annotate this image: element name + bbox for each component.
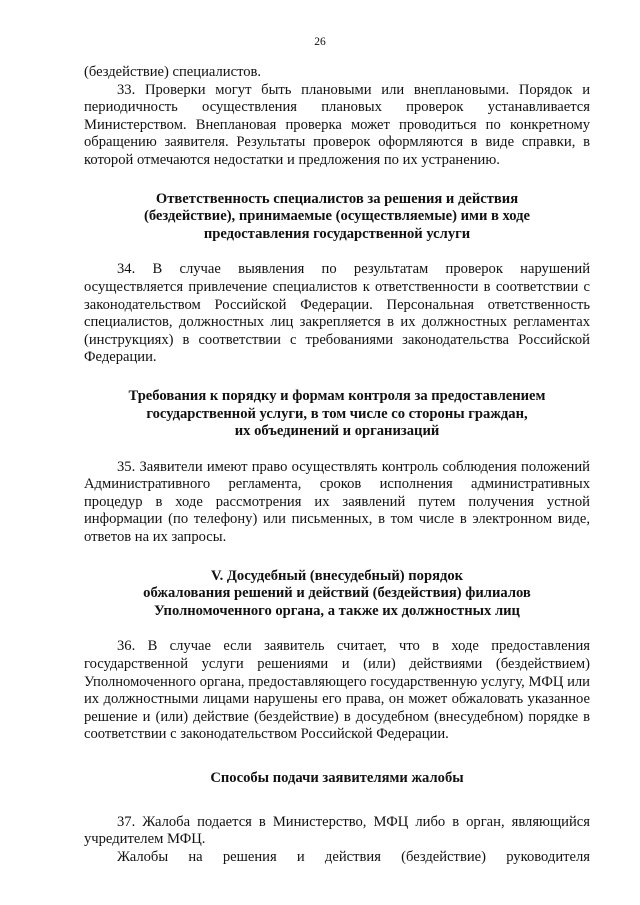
heading-line: V. Досудебный (внесудебный) порядок xyxy=(210,567,464,584)
heading-line: государственной услуги, в том числе со стороны граждан, xyxy=(146,405,528,422)
heading-line: Требования к порядку и формам контроля за предоставлением xyxy=(128,387,546,404)
document-body xyxy=(84,64,590,866)
paragraph-continuation: (бездействие) специалистов. xyxy=(84,64,262,80)
paragraph-37: 37. Жалоба подается в Министерство, МФЦ либо в орган, являющийся учредителем МФЦ. xyxy=(84,813,590,848)
heading-line: предоставления государственной услуги xyxy=(203,225,471,242)
heading-line: (бездействие), принимаемые (осуществляемые) ими в ходе xyxy=(143,208,531,225)
heading-line: обжалования решений и действий (бездействия) филиалов xyxy=(143,585,531,602)
heading-line: их объединений и организаций xyxy=(234,423,440,440)
paragraph-34: 34. В случае выявления по результатам проверок нарушений осуществляется привлечение специалистов к ответственности в соответствии с законодательством Российской Федерации. Персональная ответственность специалистов, должностных лиц закрепляется в их должностных регламентах (инструкциях) в соответствии с требованиями законодательства Российской Федерации. xyxy=(84,261,590,366)
paragraph-complaints: Жалобы на решения и действия (бездействие) руководителя xyxy=(117,848,590,865)
section-heading-responsibility xyxy=(84,191,590,244)
paragraph-36: 36. В случае если заявитель считает, что в ходе предоставления государственной услуги решениями и (или) действиями (бездействием) Уполномоченного органа, предоставляющего государственную услугу, МФЦ или их должностными лицами нарушены его права, он может обжаловать указанное решение и (или) действие (бездействие) в досудебном (внесудебном) порядке в соответствии с законодательством Российской Федерации. xyxy=(84,638,590,743)
heading-line: Уполномоченного органа, а также их должностных лиц xyxy=(154,602,520,619)
paragraph-35: 35. Заявители имеют право осуществлять контроль соблюдения положений Административного регламента, сроков исполнения административных процедур в ходе рассмотрения их заявлений путем получения устной информации (по телефону) или письменных, в том числе в электронном виде, ответов на их запросы. xyxy=(84,458,590,546)
page-number: 26 xyxy=(314,36,326,48)
section-heading-control-requirements xyxy=(84,388,590,441)
section-heading-complaint-methods: Способы подачи заявителями жалобы xyxy=(210,770,464,786)
heading-line: Ответственность специалистов за решения и действия xyxy=(155,190,519,207)
section-heading-pretrial-appeal xyxy=(84,568,590,621)
paragraph-33: 33. Проверки могут быть плановыми или внеплановыми. Порядок и периодичность осуществления плановых проверок устанавливается Министерством. Внеплановая проверка может проводиться по конкретному обращению заявителя. Результаты проверок оформляются в виде справки, в которой отмечаются недостатки и предложения по их устранению. xyxy=(84,81,590,168)
